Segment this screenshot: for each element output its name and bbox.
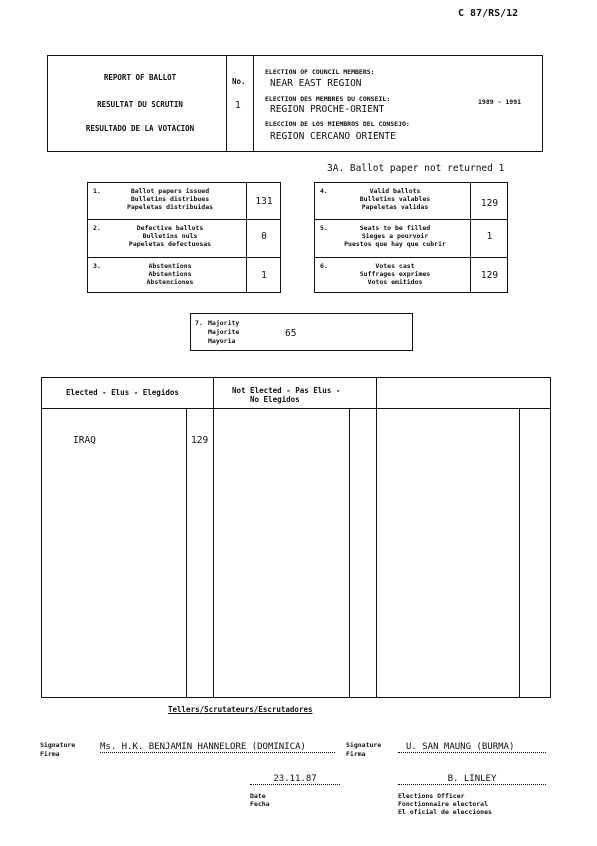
valid-en: Valid ballots — [369, 187, 421, 195]
election-value-fr: REGION PROCHE-ORIENT — [270, 104, 385, 115]
report-title-es: RESULTADO DE LA VOTACION — [85, 124, 195, 133]
defective-fr: Bulletins nuls — [142, 232, 198, 240]
date-label-en: Date — [250, 792, 266, 800]
ballot-number-value: 1 — [235, 100, 241, 111]
abstentions-es: Abstenciones — [146, 278, 194, 286]
left-counts-row-line-1 — [87, 219, 281, 220]
majority-num: 7. — [195, 319, 203, 327]
results-col-line-5 — [519, 408, 520, 698]
term-years: 1989 - 1991 — [478, 98, 522, 106]
elected-votes: 129 — [191, 435, 209, 446]
defective-num: 2. — [93, 224, 101, 232]
right-counts-row-line-1 — [314, 219, 508, 220]
not-elected-header-1: Not Elected - Pas Elus - — [232, 386, 341, 395]
seats-fr: Sieges a pourvoir — [361, 232, 429, 240]
teller-1-signature: Ms. H.K. BENJAMIN HANNELORE (DOMINICA) — [100, 742, 335, 753]
signature-label-es-1: Firma — [40, 750, 60, 758]
issued-fr: Bulletins distribues — [130, 195, 210, 203]
majority-fr: Majorite — [208, 328, 240, 336]
results-header-line — [41, 408, 551, 409]
header-divider-1 — [226, 55, 227, 152]
defective-value: 0 — [261, 231, 267, 242]
tellers-label: Tellers/Scrutateurs/Escrutadores — [168, 705, 313, 714]
left-counts-row-line-2 — [87, 257, 281, 258]
signature-label-es-2: Firma — [346, 750, 366, 758]
majority-es: Mayoria — [208, 337, 236, 345]
results-col-line-3 — [349, 408, 350, 698]
election-value-es: REGION CERCANO ORIENTE — [270, 131, 396, 142]
results-col-line-4 — [376, 377, 377, 698]
abstentions-en: Abstentions — [148, 262, 192, 270]
votes-num: 6. — [320, 262, 328, 270]
abstentions-fr: Abstentions — [148, 270, 192, 278]
elected-header: Elected - Elus - Elegidos — [66, 388, 179, 397]
defective-en: Defective ballots — [136, 224, 204, 232]
issued-value: 131 — [255, 196, 273, 207]
ballot-number-label: No. — [232, 77, 246, 86]
majority-value: 65 — [285, 328, 297, 339]
valid-num: 4. — [320, 187, 328, 195]
officer-title-fr: Fonctionnaire electoral — [398, 800, 489, 808]
date-label-es: Fecha — [250, 800, 270, 808]
majority-en: Majority — [208, 319, 240, 327]
document-reference: C 87/RS/12 — [458, 8, 519, 19]
valid-es: Papeletas validas — [361, 203, 429, 211]
officer-title-es: El oficial de elecciones — [398, 808, 492, 816]
teller-2-signature: U. SAN MAUNG (BURMA) — [398, 742, 546, 753]
officer-name: B. LINLEY — [398, 774, 546, 785]
signature-label-en-2: Signature — [346, 741, 382, 749]
defective-es: Papeletas defectuosas — [128, 240, 212, 248]
election-label-fr: ELECTION DES MEMBRES DU CONSEIL: — [265, 95, 391, 103]
note-3a: 3A. Ballot paper not returned 1 — [327, 163, 505, 174]
issued-es: Papeletas distribuidas — [126, 203, 214, 211]
votes-value: 129 — [480, 270, 499, 281]
date-value: 23.11.87 — [250, 774, 340, 785]
officer-title-en: Elections Officer — [398, 792, 465, 800]
votes-en: Votes cast — [375, 262, 415, 270]
issued-num: 1. — [93, 187, 101, 195]
votes-es: Votos emitidos — [367, 278, 423, 286]
report-title-fr: RESULTAT DU SCRUTIN — [97, 100, 183, 109]
header-divider-2 — [253, 55, 254, 152]
right-counts-row-line-2 — [314, 257, 508, 258]
issued-en: Ballot papers issued — [130, 187, 210, 195]
election-label-en: ELECTION OF COUNCIL MEMBERS: — [265, 68, 375, 76]
report-title-en: REPORT OF BALLOT — [103, 73, 177, 82]
valid-value: 129 — [480, 198, 499, 209]
seats-en: Seats to be filled — [359, 224, 431, 232]
results-col-line-1 — [186, 408, 187, 698]
signature-label-en-1: Signature — [40, 741, 76, 749]
votes-fr: Suffrages exprimes — [359, 270, 431, 278]
valid-fr: Bulletins valables — [359, 195, 431, 203]
results-table — [41, 377, 551, 698]
seats-num: 5. — [320, 224, 328, 232]
election-value-en: NEAR EAST REGION — [270, 78, 362, 89]
abstentions-value: 1 — [261, 270, 267, 281]
not-elected-header-2: No Elegidos — [250, 395, 300, 404]
elected-name: IRAQ — [73, 435, 96, 446]
results-col-line-2 — [213, 377, 214, 698]
election-label-es: ELECCION DE LOS MIEMBROS DEL CONSEJO: — [265, 120, 410, 128]
seats-es: Puestos que hay que cubrir — [344, 240, 446, 248]
seats-value: 1 — [486, 231, 493, 242]
abstentions-num: 3. — [93, 262, 101, 270]
